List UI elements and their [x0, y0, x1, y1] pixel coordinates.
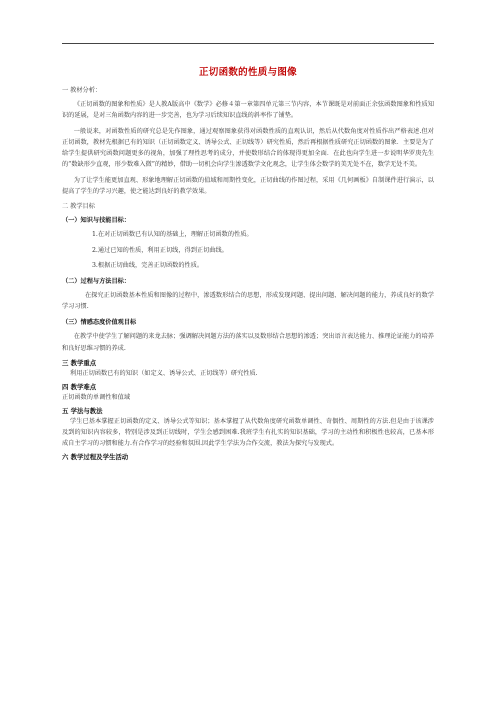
text-difficulties: 正切函数的单调性和值域 [62, 394, 131, 402]
document-title: 正切函数的性质与图像 [198, 67, 297, 78]
paragraph-attitude-goals: 在教学中使学生了解问题的来龙去脉；强调解决问题方法的落实以及数形结合思想的渗透；突出语言表达能力、推理论证能力的培养和良好思维习惯的养成. [62, 333, 434, 352]
section-heading-2: 二 教学目标 [62, 203, 95, 211]
list-item: 1.在对正切函数已有认知的基础上，理解正切函数的性质。 [92, 231, 253, 239]
document-page [62, 64, 434, 462]
paragraph-3: 为了让学生能更加直观、形象地理解正切函数的值域和周期性变化，正切曲线的作图过程，采用《几何画板》自制课件进行演示，以提高了学生的学习兴趣，使之能达到良好的教学效果。 [62, 176, 434, 196]
list-item: 2.通过已知的性质，利用正切线，得到正切曲线。 [92, 246, 228, 254]
heading-difficulties: 四 教学难点 [62, 383, 97, 392]
section-heading-1: 一 教材分析： [62, 87, 102, 94]
heading-methods: 五 学法与教法 [62, 407, 103, 416]
text-key-points: 利用正切函数已有的知识（如定义、诱导公式、正切线等）研究性质. [70, 370, 258, 378]
subheading-process-goals: （二）过程与方法目标： [62, 277, 131, 285]
heading-process: 六 教学过程及学生活动 [62, 453, 129, 462]
paragraph-1: 《正切函数的图象和性质》是人教A版高中《数学》必修４第一章第四单元第三节内容，本节课既是对前面正余弦函数图象和性质知识的延展，是对三角函数内容的进一步完善，也为学习后续知识直线的斜率作了铺垫。 [62, 101, 434, 120]
text-methods: 学生已基本掌握正切函数的定义、诱导公式等知识；基本掌握了从代数角度研究函数单调性、奇偶性、周期性的方法.但是由于该课涉及到的知识内容较多，特别是涉及到正切线时，学生会感到困难.我班学生有扎实的知识基础，学习的主动性和积极性也较高，已基本形成自主学习的习惯和能力.有合作学习的经验和氛围.因此学生学法为合作交流，教法为探究与发现式。 [62, 418, 434, 448]
subheading-knowledge-goals: （一）知识与技能目标： [62, 217, 131, 225]
paragraph-2: 一般说来，对函数性质的研究总是先作图象，通过观察图象获得对函数性质的直观认识，然后从代数角度对性质作出严格表述.但对正切函数，教材先根据已有的知识（正切函数定义、诱导公式、正切线等）研究性质，然后再根据性质研究正切函数的图象．主要是为了给学生提供研究函数问题更多的视角，加强了理性思考的成分，并使数形结合的体现得更加全面．在此也向学生进一步说明华罗庚先生的“数缺形少直观，形少数难入微”的精妙，借助一切机会向学生渗透数学文化观念，让学生体会数学的美无处不在，数学无处不美。 [62, 127, 434, 169]
paragraph-process-goals: 在探究正切函数基本性质和图像的过程中，渗透数形结合的思想，形成发现问题、提出问题、解决问题的能力，养成良好的数学学习习惯. [62, 291, 434, 311]
list-item: 3.根据正切曲线，完善正切函数的性质。 [92, 262, 204, 270]
heading-key-points: 三 教学重点 [62, 359, 97, 368]
subheading-attitude-goals: （三）情感态度价值观目标 [62, 319, 137, 327]
header-rule [62, 43, 434, 44]
